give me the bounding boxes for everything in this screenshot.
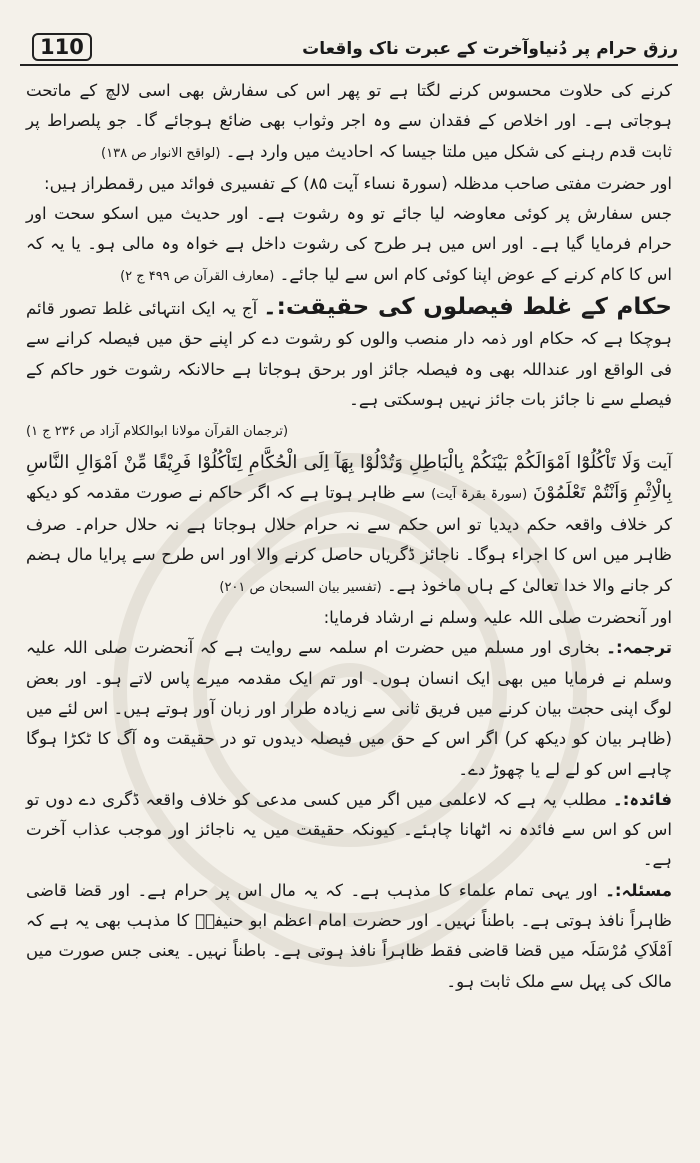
verse-reference: (سورۃ بقرۃ آیت) xyxy=(431,486,528,502)
paragraph xyxy=(26,76,672,169)
label-benefit: فائدہ:۔ xyxy=(613,789,672,809)
paragraph-text: جس سفارش پر کوئی معاوضہ لیا جائے تو وہ رشوت ہے۔ اور حدیث میں اسکو سحت اور حرام فرمایا گیا ہے۔ اور اس میں ہر طرح کی رشوت داخل ہے خواہ وہ مالی ہو۔ یا یہ کہ اس کا کام کرنے کے عوض اپنا کوئی کام اس سے لیا جائے۔ xyxy=(26,204,672,284)
citation: (ترجمان القرآن مولانا ابوالکلام آزاد ص ۲۳۶ ج ۱) xyxy=(26,424,289,440)
paragraph-text: مطلب یہ ہے کہ لاعلمی میں اگر میں کسی مدعی کو خلاف واقعہ ڈگری دے دوں تو اس کو اس سے فائدہ نہ اٹھانا چاہئے۔ کیونکہ حقیقت میں یہ ناجائز اور موجب عذاب آخرت ہے۔ xyxy=(26,789,672,870)
page-header xyxy=(20,28,678,66)
running-title: رزق حرام پر دُنیاوآخرت کے عبرت ناک واقعات xyxy=(302,39,678,59)
paragraph-text: کرنے کی حلاوت محسوس کرنے لگتا ہے تو پھر اس کی سفارش بھی اسی لالچ کے ماتحت ہوجاتی ہے۔ اور اخلاص کے فقدان سے وہ اجر وثواب بھی ضائع ہوجائے گا۔ جو پلصراط پر ثابت قدم رہنے کی شکل میں ملتا جیسا کہ احادیث میں وارد ہے۔ xyxy=(26,81,672,161)
quran-verse: وَلَا تَاْكُلُوْٓا اَمْوَالَكُمْ بَيْنَكُمْ بِالْبَاطِلِ وَتُدْلُوْا بِهَآ اِلَى الْحُكَّامِ لِتَاْكُلُوْا فَرِيْقًا مِّنْ اَمْوَالِ النَّاسِ بِالْاِثْمِ وَاَنْتُمْ تَعْلَمُوْنَ xyxy=(26,451,672,503)
page-number: 110 xyxy=(32,33,92,61)
paragraph-text: سے ظاہر ہوتا ہے کہ اگر حاکم نے صورت مقدمہ کو دیکھ کر خلاف واقعہ حکم دیدیا تو اس حکم سے نہ حرام حلال ہوجاتا ہے نہ حلال حرام۔ صرف ظاہر میں اس کا اجراء ہوگا۔ ناجائز ڈگریاں حاصل کرنے والا اور اس طرح سے پرایا مال ہضم کر جانے والا خدا تعالیٰ کے ہاں ماخوذ ہے۔ xyxy=(26,482,672,595)
paragraph-text: اور یہی تمام علماء کا مذہب ہے۔ کہ یہ مال اس پر حرام ہے۔ اور قضا قاضی ظاہراً نافذ ہوتی ہے۔ باطناً نہیں۔ اور حضرت امام اعظم ابو حنیفہؒ کا مذہب بھی یہ ہے کہ اَمْلَاکِ مُرْسَلَہ میں قضا قاضی فقط ظاہراً نافذ ہوتی ہے۔ باطناً نہیں۔ یعنی جس صورت میں مالک کی پہل سے ملک ثابت ہو۔ xyxy=(26,880,672,991)
paragraph xyxy=(26,633,672,784)
paragraph-text: آج یہ ایک انتہائی غلط تصور قائم ہوچکا ہے کہ حکام اور ذمہ دار منصب والوں کو رشوت دے کر اپنے حق میں فیصلہ کرانے سے فی الواقع اور عنداللہ بھی وہ فیصلہ جائز اور برحق ہوجاتا ہے حالانکہ رشوت خور حاکم کے فیصلے سے نا جائز بات جائز نہیں ہوسکتی ہے۔ xyxy=(26,299,672,409)
paragraph: اور آنحضرت صلی اللہ علیہ وسلم نے ارشاد فرمایا: xyxy=(323,608,672,628)
section-heading: حکام کے غلط فیصلوں کی حقیقت:۔ xyxy=(263,294,672,321)
citation: (معارف القرآن ص ۴۹۹ ج ۲) xyxy=(120,268,275,284)
paragraph: اور حضرت مفتی صاحب مدظلہ (سورۃ نساء آیت ۸۵) کے تفسیری فوائد میں رقمطراز ہیں: xyxy=(44,173,672,193)
citation: (لواقح الانوار ص ۱۳۸) xyxy=(101,145,221,161)
label-ruling: مسئلہ:۔ xyxy=(605,880,672,900)
paragraph xyxy=(26,448,672,603)
citation: (تفسیر بیان السبحان ص ۲۰۱) xyxy=(219,579,382,595)
paragraph xyxy=(26,785,672,876)
paragraph-text: آیت xyxy=(646,452,672,472)
paragraph xyxy=(26,199,672,292)
paragraph-text: بخاری اور مسلم میں حضرت ام سلمہ سے روایت ہے کہ آنحضرت صلی اللہ علیہ وسلم نے فرمایا میں بھی ایک انسان ہوں۔ اور تم ایک مقدمہ میرے پاس لاتے ہو۔ اور بعض لوگ اپنی حجت بیان کرنے میں فریق ثانی سے زیادہ طرار اور زبان آور ہوتے ہیں۔ اس لئے میں (ظاہر بیان کو دیکھ کر) اگر اس کے حق میں فیصلہ دیدوں تو در حقیقت وہ آگ کا ٹکڑا ہوگا چاہے اس کو لے لے یا چھوڑ دے۔ xyxy=(26,638,672,779)
citation-line xyxy=(26,415,672,447)
paragraph xyxy=(26,876,672,997)
label-translation: ترجمہ:۔ xyxy=(606,638,673,658)
paragraph xyxy=(26,292,672,415)
page-body xyxy=(26,76,672,997)
